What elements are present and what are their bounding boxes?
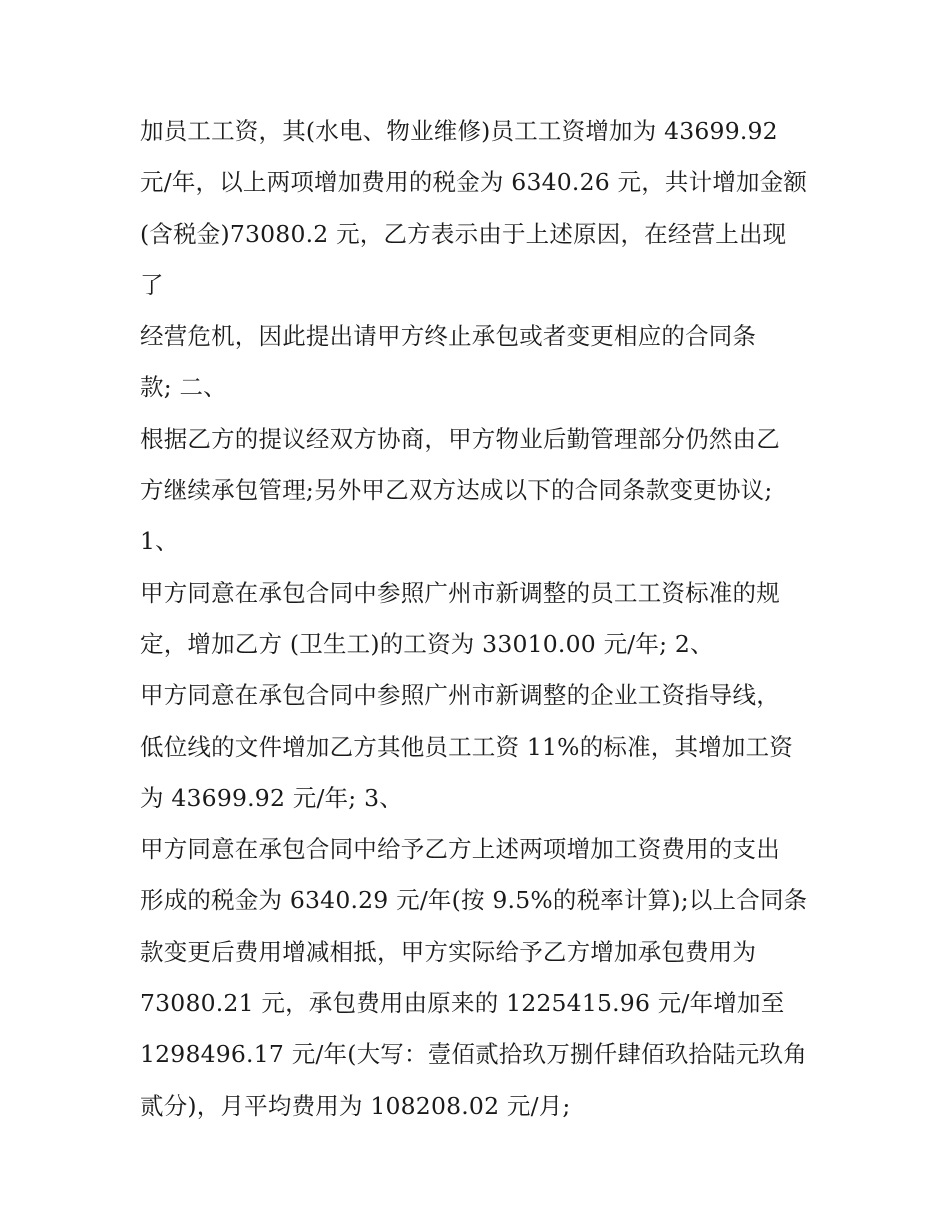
text-line: 73080.21 元，承包费用由原来的 1225415.96 元/年增加至 [140, 989, 785, 1018]
text-line: 低位线的文件增加乙方其他员工工资 11%的标准，其增加工资 [140, 732, 794, 761]
text-line: 甲方同意在承包合同中参照广州市新调整的员工工资标准的规 [140, 578, 780, 607]
text-line: 形成的税金为 6340.29 元/年(按 9.5%的税率计算);以上合同条 [140, 886, 808, 915]
text-line: 贰分)，月平均费用为 108208.02 元/月; [140, 1091, 571, 1120]
text-line: 定，增加乙方 (卫生工)的工资为 33010.00 元/年; 2、 [140, 629, 714, 658]
text-line: 了 [140, 270, 164, 299]
text-line: 经营危机，因此提出请甲方终止承包或者变更相应的合同条 [140, 322, 757, 351]
text-line: 根据乙方的提议经双方协商，甲方物业后勤管理部分仍然由乙 [140, 424, 780, 453]
text-line: 甲方同意在承包合同中给予乙方上述两项增加工资费用的支出 [140, 835, 780, 864]
text-line: 1298496.17 元/年(大写：壹佰贰拾玖万捌仟肆佰玖拾陆元玖角 [140, 1040, 807, 1069]
document-body [140, 106, 830, 1132]
text-line: 1、 [140, 527, 179, 556]
text-line: 加员工工资，其(水电、物业维修)员工工资增加为 43699.92 [140, 117, 778, 145]
text-line: 款; 二、 [140, 373, 227, 402]
text-line: 为 43699.92 元/年; 3、 [140, 783, 403, 812]
text-line: (含税金)73080.2 元，乙方表示由于上述原因，在经营上出现 [140, 219, 787, 248]
text-line: 元/年，以上两项增加费用的税金为 6340.26 元，共计增加金额 [140, 168, 808, 197]
text-line: 甲方同意在承包合同中参照广州市新调整的企业工资指导线， [140, 681, 780, 710]
text-line: 方继续承包管理;另外甲乙双方达成以下的合同条款变更协议; [140, 476, 773, 505]
text-line: 款变更后费用增减相抵，甲方实际给予乙方增加承包费用为 [140, 937, 757, 966]
